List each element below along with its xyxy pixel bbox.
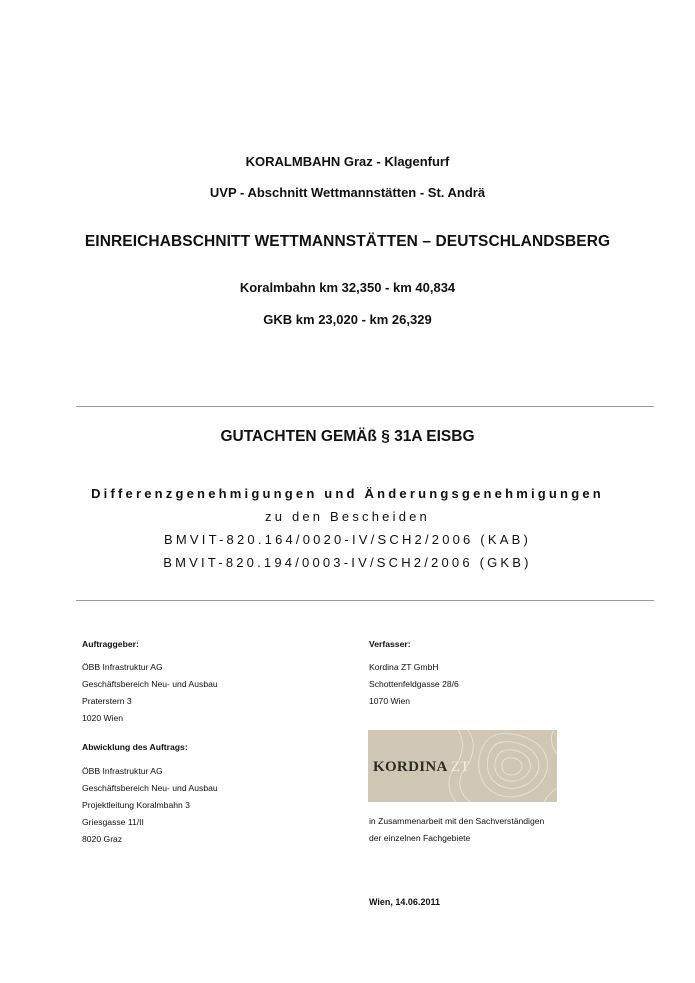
processing-line: 8020 Graz: [82, 834, 123, 844]
processing-line: Geschäftsbereich Neu- und Ausbau: [82, 783, 218, 793]
client-line: Geschäftsbereich Neu- und Ausbau: [82, 679, 218, 689]
section-name: UVP - Abschnitt Wettmannstätten - St. Andrä: [209, 185, 486, 200]
reference-kab: BMVIT-820.164/0020-IV/SCH2/2006 (KAB): [164, 532, 531, 547]
client-line: Praterstern 3: [82, 696, 132, 706]
project-name: KORALMBAHN Graz - Klagenfurf: [245, 154, 450, 169]
client-line: 1020 Wien: [82, 713, 124, 723]
author-line: Kordina ZT GmbH: [369, 662, 439, 672]
author-line: 1070 Wien: [369, 696, 411, 706]
gutachten-title: GUTACHTEN GEMÄß § 31A EISBG: [220, 428, 475, 445]
gutachten-subtitle-2: zu den Bescheiden: [265, 509, 430, 524]
collaboration-note: in Zusammenarbeit mit den Sachverständigen: [369, 816, 545, 826]
document-title: EINREICHABSCHNITT WETTMANNSTÄTTEN – DEUTSCHLANDSBERG: [84, 233, 611, 250]
divider-top: [76, 406, 654, 407]
divider-bottom: [76, 600, 654, 601]
author-label: Verfasser:: [369, 639, 411, 649]
logo-wordmark: KORDINA ZT: [373, 759, 470, 775]
collaboration-note: der einzelnen Fachgebiete: [369, 833, 471, 843]
client-line: ÖBB Infrastruktur AG: [82, 662, 163, 672]
gutachten-subtitle: Differenzgenehmigungen und Änderungsgenehmigungen: [91, 486, 604, 501]
document-date: Wien, 14.06.2011: [369, 897, 440, 907]
km-range-koralmbahn: Koralmbahn km 32,350 - km 40,834: [239, 280, 456, 295]
author-line: Schottenfeldgasse 28/6: [369, 679, 459, 689]
processing-label: Abwicklung des Auftrags:: [82, 742, 188, 752]
km-range-gkb: GKB km 23,020 - km 26,329: [263, 312, 432, 327]
processing-line: ÖBB Infrastruktur AG: [82, 766, 163, 776]
client-label: Auftraggeber:: [82, 639, 139, 649]
processing-line: Projektleitung Koralmbahn 3: [82, 800, 190, 810]
reference-gkb: BMVIT-820.194/0003-IV/SCH2/2006 (GKB): [163, 555, 532, 570]
kordina-logo: [368, 730, 557, 802]
processing-line: Griesgasse 11/II: [82, 817, 144, 827]
